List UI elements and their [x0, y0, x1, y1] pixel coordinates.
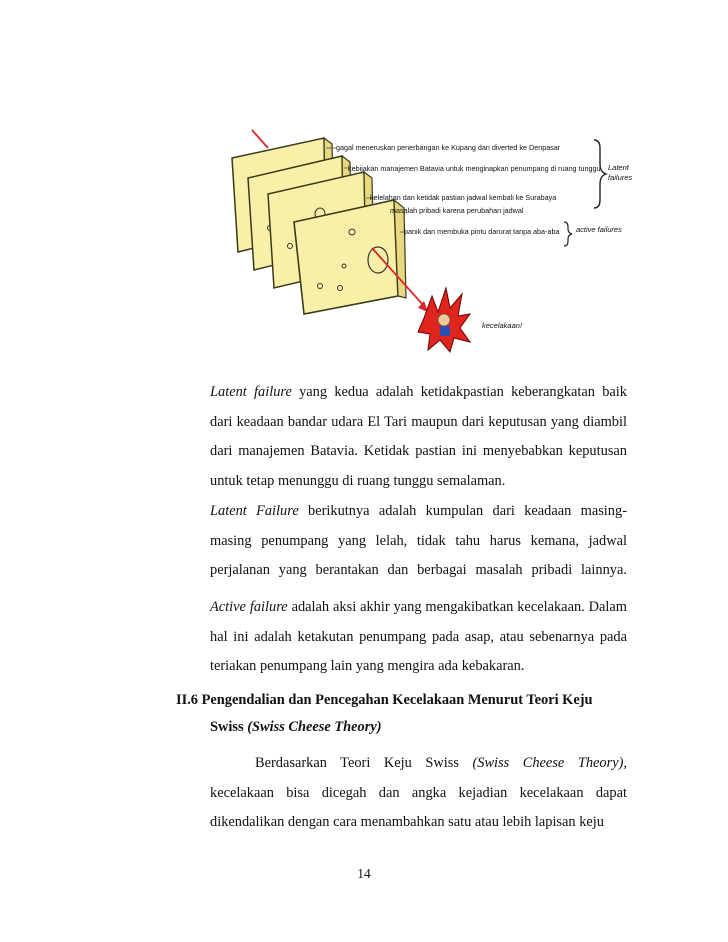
- label-gagal: gagal meneruskan penerbangan ke Kupang dan diverted ke Denpasar: [336, 143, 561, 152]
- section-heading: [176, 687, 636, 741]
- kecelakaan-label: kecelakaan!: [482, 321, 523, 330]
- heading-line1: II.6 Pengendalian dan Pencegahan Kecelakaan Menurut Teori Keju: [176, 692, 593, 708]
- label-kelelahan: kelelahan dan ketidak pastian jadwal kembali ke Surabaya: [370, 193, 557, 202]
- section-lead: Berdasarkan Teori Keju Swiss: [255, 755, 473, 771]
- latent-label-2: failures: [608, 173, 633, 182]
- active-label: active failures: [576, 225, 622, 234]
- paragraph-active-failure: [210, 593, 627, 682]
- label-masalah: masalah pribadi karena perubahan jadwal: [390, 206, 524, 215]
- p3-body: adalah aksi akhir yang mengakibatkan kecelakaan. Dalam hal ini adalah ketakutan penumpang pada asap, atau sebenarnya pada teriakan penumpang lain yang mengira ada kebakaran.: [210, 599, 627, 674]
- section-rest: kecelakaan bisa dicegah dan angka kejadian kecelakaan dapat dikendalikan dengan cara menambahkan satu atau lebih lapisan keju: [210, 784, 627, 830]
- label-panik: panik dan membuka pintu darurat tanpa aba-aba: [404, 227, 560, 236]
- p2-body: berikutnya adalah kumpulan dari keadaan masing-masing penumpang yang lelah, tidak tahu harus kemana, jadwal perjalanan yang berantakan dan berbagai masalah pribadi lainnya.: [210, 503, 627, 578]
- accident-burst-icon: [418, 288, 470, 352]
- p1-rest: keadaan bandar udara El Tari maupun dari keputusan yang diambil dari manajemen Batavia. Ketidak pastian ini menyebabkan keputusan untuk tetap menunggu di ruang tunggu semalaman.: [210, 413, 627, 489]
- term-active-failure: Active failure: [210, 599, 288, 615]
- p1-line1: yang kedua adalah ketidakpastian keberangkatan baik dari: [210, 384, 627, 430]
- heading-swiss: Swiss: [210, 719, 244, 735]
- swiss-cheese-figure: [224, 128, 634, 360]
- heading-italic: (Swiss Cheese Theory): [243, 719, 382, 735]
- latent-brace: [594, 140, 606, 208]
- section-italic: (Swiss Cheese Theory),: [472, 755, 627, 771]
- paragraph-latent-failure-3: [210, 497, 627, 586]
- term-latent-failure: Latent failure: [210, 384, 292, 400]
- label-kebijakan: kebijakan manajemen Batavia untuk menginapkan penumpang di ruang tunggu: [348, 164, 601, 173]
- latent-label-1: Latent: [608, 163, 629, 172]
- term-latent-failure-2: Latent Failure: [210, 503, 299, 519]
- page-number: 14: [357, 866, 371, 881]
- active-brace: [564, 222, 572, 246]
- paragraph-swiss-cheese: [210, 749, 627, 838]
- paragraph-latent-failure-2: [210, 378, 627, 496]
